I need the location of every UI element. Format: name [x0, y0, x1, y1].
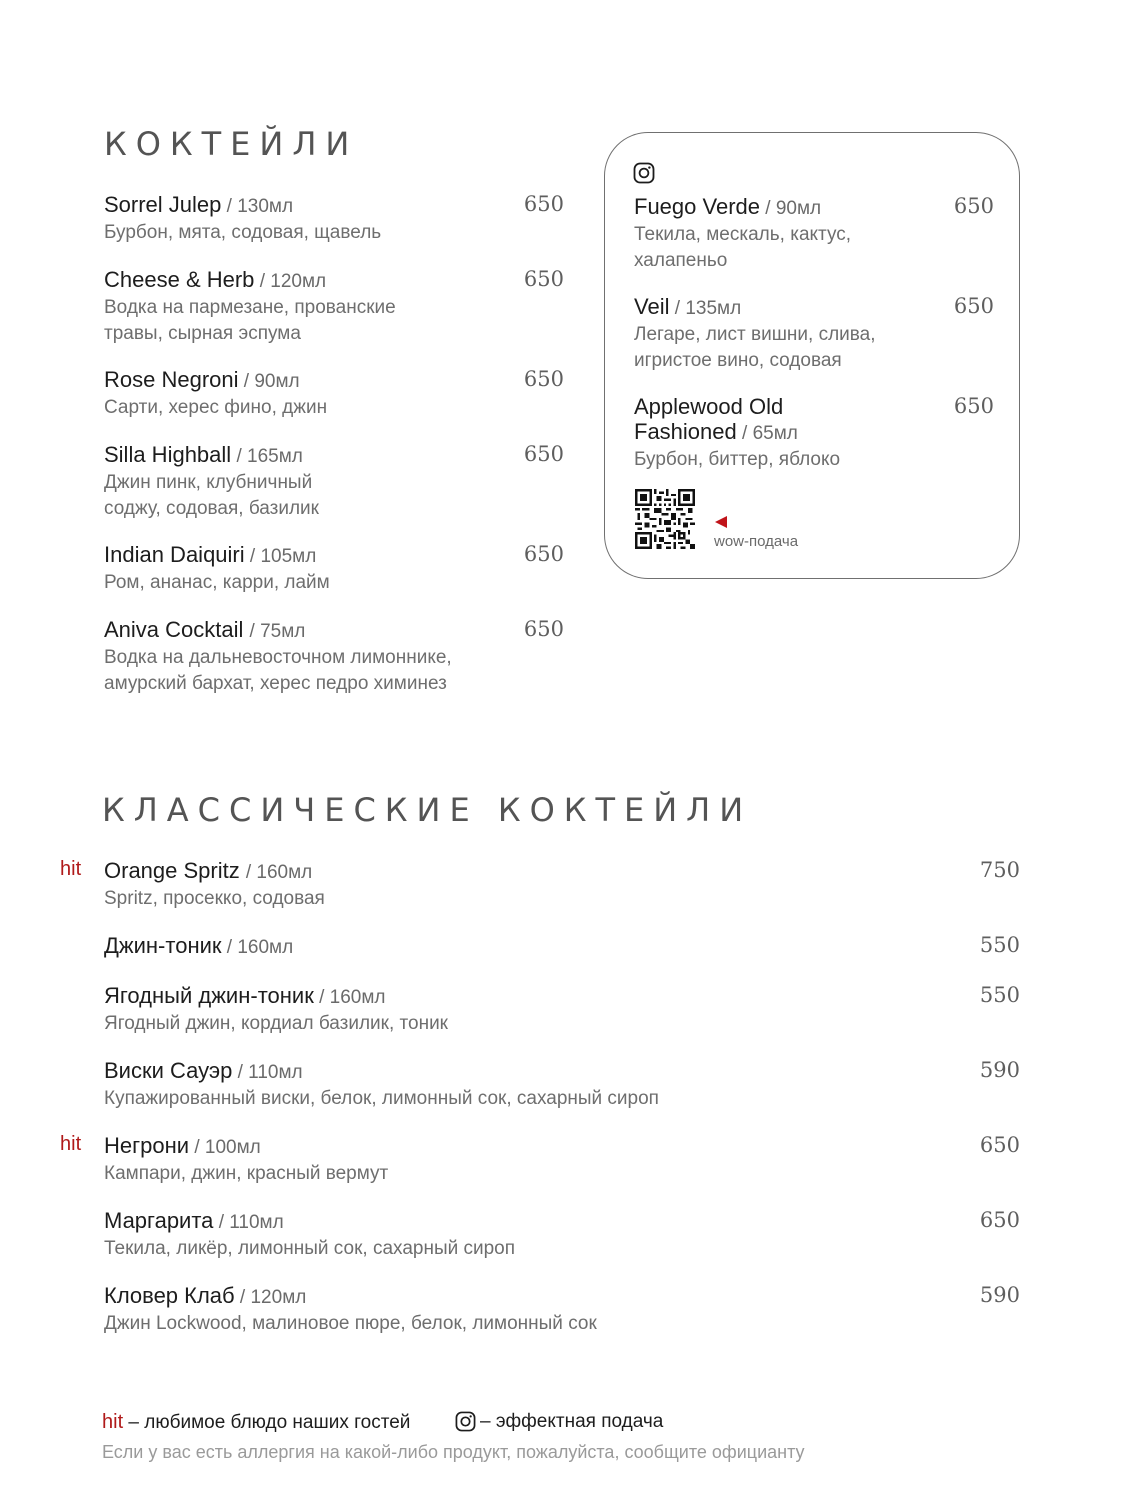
item-price: 590 [979, 1283, 1020, 1307]
menu-item [104, 1283, 1020, 1336]
item-description: Легаре, лист вишни, слива, [634, 324, 876, 345]
item-volume: / 90мл [759, 198, 822, 219]
menu-item [104, 267, 564, 346]
item-volume: / 75мл [249, 621, 306, 642]
classic-cocktails-heading: КЛАССИЧЕСКИЕ КОКТЕЙЛИ [102, 791, 753, 829]
menu-item [104, 983, 1020, 1036]
item-name: Applewood Old [634, 394, 784, 419]
item-price: 650 [523, 542, 564, 566]
menu-item [104, 367, 564, 420]
item-volume: / 100мл [189, 1137, 261, 1158]
item-volume: / 110мл [232, 1062, 303, 1083]
menu-item [104, 1133, 1020, 1186]
item-volume: / 160мл [221, 937, 294, 958]
item-description: халапеньо [634, 250, 728, 271]
menu-item [104, 442, 564, 521]
item-volume: / 120мл [234, 1287, 307, 1308]
item-description: Кампари, джин, красный вермут [104, 1163, 389, 1184]
item-price: 650 [523, 442, 564, 466]
item-name: Cheese & Herb [104, 267, 255, 292]
featured-item [634, 194, 994, 273]
item-price: 550 [979, 933, 1020, 957]
item-name: Orange Spritz [104, 858, 246, 883]
menu-item [104, 192, 564, 245]
menu-item [104, 1058, 1020, 1111]
item-name: Кловер Клаб [104, 1283, 235, 1308]
item-description: соджу, содовая, базилик [104, 498, 319, 519]
legend-hit-word: hit [102, 1411, 124, 1433]
item-volume: / 90мл [238, 371, 300, 392]
allergy-note: Если у вас есть аллергия на какой-либо продукт, пожалуйста, сообщите официанту [102, 1442, 805, 1462]
item-name: Aniva Cocktail [104, 617, 250, 642]
item-volume: / 160мл [313, 987, 386, 1008]
item-volume: / 135мл [669, 298, 742, 319]
item-price: 590 [979, 1058, 1020, 1082]
instagram-icon [455, 1411, 476, 1432]
legend-hit [102, 1411, 410, 1434]
item-name: Ягодный джин-тоник [104, 983, 314, 1008]
item-price: 650 [523, 617, 564, 641]
item-name: Маргарита [104, 1208, 214, 1233]
item-description: Сарти, херес фино, джин [104, 397, 328, 418]
legend-icon-text: – эффектная подача [480, 1411, 664, 1432]
item-volume: / 110мл [213, 1212, 284, 1233]
item-description: Джин Lockwood, малиновое пюре, белок, лимонный сок [104, 1313, 597, 1334]
cocktails-heading: КОКТЕЙЛИ [104, 125, 359, 163]
item-price: 750 [979, 858, 1020, 882]
item-price: 650 [979, 1208, 1020, 1232]
item-description: Ром, ананас, карри, лайм [104, 572, 330, 593]
item-description: Ягодный джин, кордиал базилик, тоник [104, 1013, 448, 1034]
item-name: Veil [634, 294, 670, 319]
item-volume: / 65мл [736, 423, 798, 444]
item-price: 650 [953, 394, 994, 418]
qr-code[interactable] [635, 489, 695, 549]
item-volume: / 130мл [221, 196, 294, 217]
item-description: Водка на пармезане, прованские [104, 297, 396, 318]
item-description: Водка на дальневосточном лимоннике, [104, 647, 452, 668]
item-volume: / 165мл [231, 446, 303, 467]
item-name: Indian Daiquiri [104, 542, 245, 567]
hit-badge: hit [60, 858, 82, 880]
item-name: Sorrel Julep [104, 192, 222, 217]
item-description: амурский бархат, херес педро химинез [104, 673, 447, 694]
item-description: Бурбон, мята, содовая, щавель [104, 222, 382, 243]
item-price: 650 [523, 192, 564, 216]
menu-item [104, 542, 564, 595]
item-name: Fashioned [634, 419, 737, 444]
item-description: Текила, ликёр, лимонный сок, сахарный сироп [104, 1238, 516, 1259]
item-name: Rose Negroni [104, 367, 239, 392]
item-description: травы, сырная эспума [104, 323, 301, 344]
item-name: Silla Highball [104, 442, 232, 467]
item-description: Spritz, просекко, содовая [104, 888, 325, 909]
item-volume: / 160мл [245, 862, 313, 883]
item-volume: / 120мл [254, 271, 327, 292]
menu-item [104, 617, 564, 696]
legend-hit-text: – любимое блюдо наших гостей [123, 1412, 411, 1433]
item-description: Бурбон, биттер, яблоко [634, 449, 841, 470]
featured-item [634, 394, 994, 472]
hit-badge: hit [60, 1133, 82, 1155]
arrow-left-icon [715, 516, 727, 528]
item-price: 650 [953, 294, 994, 318]
item-description: Джин пинк, клубничный [104, 472, 313, 493]
item-description: Текила, мескаль, кактус, [634, 224, 852, 245]
item-name: Негрони [104, 1133, 190, 1158]
menu-item [104, 933, 1020, 960]
wow-label: wow-подача [714, 533, 799, 550]
featured-item [634, 294, 994, 373]
item-price: 550 [979, 983, 1020, 1007]
item-price: 650 [979, 1133, 1020, 1157]
menu-item [104, 1208, 1020, 1261]
item-price: 650 [523, 367, 564, 391]
item-description: игристое вино, содовая [634, 350, 842, 371]
item-name: Виски Сауэр [104, 1058, 233, 1083]
item-name: Джин-тоник [104, 933, 222, 958]
item-name: Fuego Verde [634, 194, 760, 219]
item-price: 650 [953, 194, 994, 218]
menu-item [104, 858, 1020, 911]
item-description: Купажированный виски, белок, лимонный сок, сахарный сироп [104, 1088, 659, 1109]
instagram-icon [633, 162, 655, 184]
item-volume: / 105мл [244, 546, 317, 567]
item-price: 650 [523, 267, 564, 291]
